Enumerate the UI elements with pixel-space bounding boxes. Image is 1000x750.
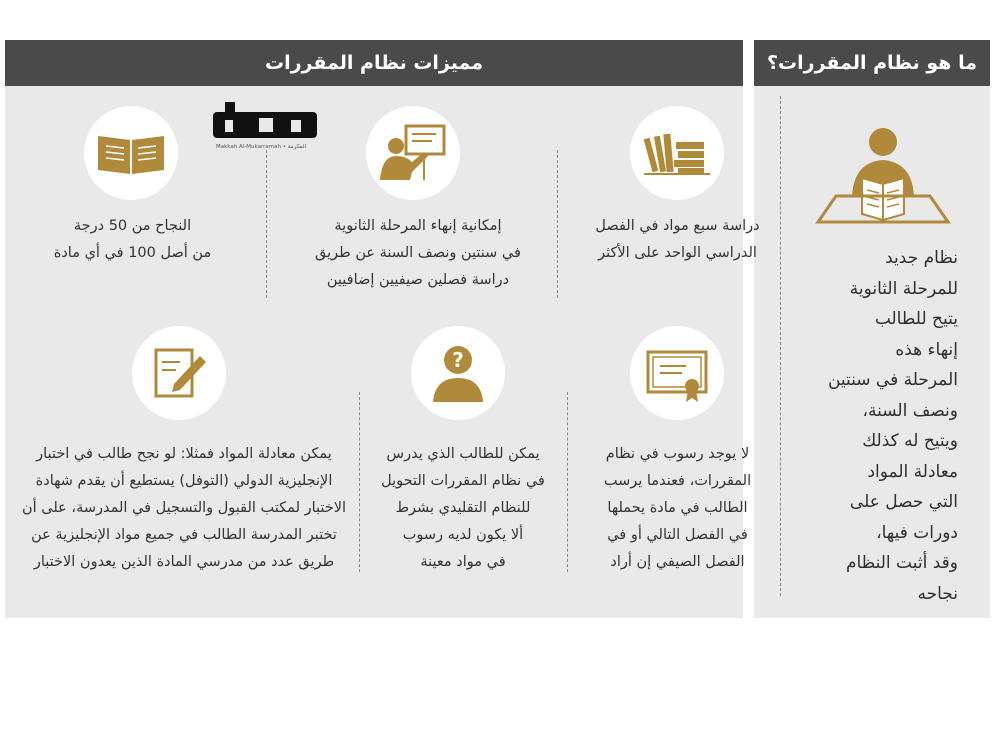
feature-icon-circle <box>630 326 724 420</box>
feature-text-no-failure: لا يوجد رسوب في نظام المقررات، فعندما يرسب الطالب في مادة يحملها في الفصل التالي أو في الفصل الصيفي إن أراد <box>603 446 752 570</box>
logo-subtitle: Makkah Al-Mukarramah • المكرمة <box>216 144 307 150</box>
features-title: مميزات نظام المقررات <box>264 52 484 74</box>
open-book-icon <box>84 106 178 200</box>
feature-icon-circle <box>132 326 226 420</box>
teacher-board-icon <box>366 106 460 200</box>
column-divider <box>359 392 360 572</box>
definition-header <box>754 40 990 86</box>
reading-person-icon <box>814 118 952 226</box>
side-divider <box>780 96 781 596</box>
pen-paper-icon <box>132 326 226 420</box>
column-divider <box>557 150 558 298</box>
question-person-icon <box>411 326 505 420</box>
column-divider <box>567 392 568 572</box>
feature-text-seven-subjects: دراسة سبع مواد في الفصل الدراسي الواحد على الأكثر <box>595 218 760 261</box>
certificate-icon <box>630 326 724 420</box>
feature-text-equivalence: يمكن معادلة المواد فمثلا: لو نجح طالب في اختبار الإنجليزية الدولي (التوفل) يستطيع أن يقدم شهادة الاختبار لمكتب القبول والتسجيل في المدرسة، على أن تختبر المدرسة الطالب في جميع مواد الإنجليزية عن طريق عدد من مدرسي المادة الذين يعدون الاختبار <box>21 446 347 570</box>
column-divider <box>266 150 267 298</box>
feature-icon-circle <box>84 106 178 200</box>
feature-icon-circle <box>366 106 460 200</box>
svg-text:?: ? <box>452 348 464 372</box>
definition-title: ما هو نظام المقررات؟ <box>767 52 977 74</box>
feature-text-transfer: يمكن للطالب الذي يدرس في نظام المقررات التحويل للنظام التقليدي بشرط ألا يكون لديه رسوب في مواد معينة <box>381 446 545 570</box>
books-icon <box>630 106 724 200</box>
feature-text-pass-mark: النجاح من 50 درجة من أصل 100 في أي مادة <box>53 218 212 261</box>
definition-text: نظام جديد للمرحلة الثانوية يتيح للطالب إنهاء هذه المرحلة في سنتين ونصف السنة، ويتيح له كذلك معادلة المواد التي حصل على دورات فيها، وقد أثبت النظام نجاحه <box>827 248 958 604</box>
feature-icon-circle <box>411 326 505 420</box>
features-header <box>5 40 743 86</box>
feature-text-early-finish: إمكانية إنهاء المرحلة الثانوية في سنتين ونصف السنة عن طريق دراسة فصلين صيفيين إضافيين <box>315 218 521 288</box>
feature-icon-circle <box>630 106 724 200</box>
